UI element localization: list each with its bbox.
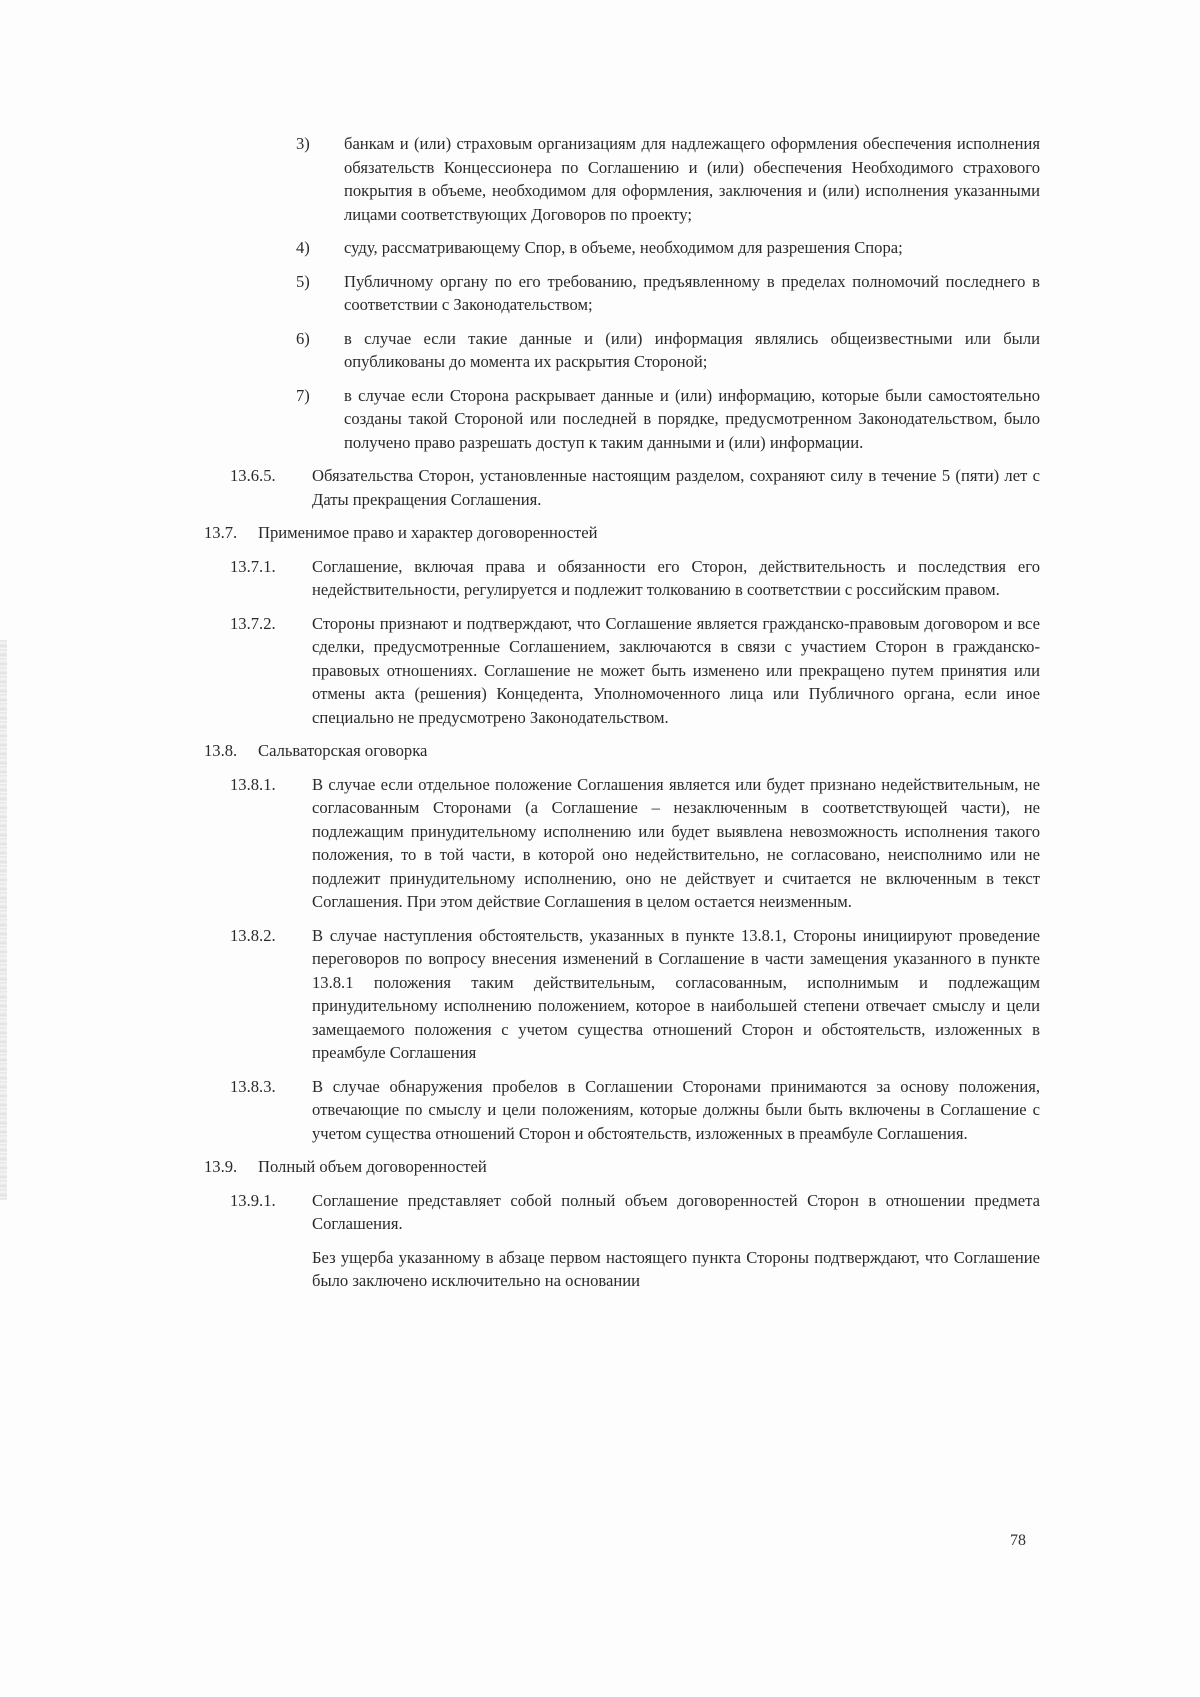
section-number: 13.8. — [204, 741, 238, 760]
list-item-text: банкам и (или) страховым организациям для надлежащего оформления обеспечения исполнения обязательств Концессионера по Соглашению и (или) обеспечения Необходимого страхового покрытия в объеме, необходимом для оформления, заключения и (или) исполнения указанными лицами соответствующих Договоров по проекту; — [344, 134, 1040, 224]
section-heading-13-9 — [204, 1155, 1040, 1179]
section-title: Применимое право и характер договоренностей — [258, 523, 598, 542]
scan-edge-artifact — [0, 640, 7, 1200]
clause-text: Соглашение представляет собой полный объем договоренностей Сторон в отношении предмета Соглашения. — [312, 1190, 1040, 1233]
clause-13-9-1 — [230, 1189, 1040, 1236]
section-number: 13.9. — [204, 1157, 238, 1176]
clause-13-7-2 — [230, 612, 1040, 730]
page-number: 78 — [1010, 1532, 1026, 1549]
list-item-number: 6) — [296, 328, 310, 348]
clause-13-8-1 — [230, 773, 1040, 914]
list-item-5 — [296, 270, 1040, 317]
clause-number: 13.7.2. — [230, 613, 276, 633]
list-item-text: суду, рассматривающему Спор, в объеме, необходимом для разрешения Спора; — [344, 238, 903, 257]
clause-number: 13.7.1. — [230, 556, 276, 576]
clause-text: Стороны признают и подтверждают, что Соглашение является гражданско-правовым договором и все сделки, предусмотренные Соглашением, заключаются в связи с участием Сторон в гражданско-правовых отношениях. Соглашение не может быть изменено или прекращено путем принятия или отмены акта (решения) Концедента, Уполномоченного лица или Публичного органа, если иное специально не предусмотрено Законодательством. — [312, 613, 1040, 727]
list-item-number: 4) — [296, 238, 310, 257]
list-item-text: в случае если такие данные и (или) информация являлись общеизвестными или были опубликованы до момента их раскрытия Стороной; — [344, 328, 1040, 371]
clause-number: 13.6.5. — [230, 466, 276, 485]
section-title: Полный объем договоренностей — [258, 1157, 487, 1176]
section-title: Сальваторская оговорка — [258, 741, 428, 760]
section-heading-13-7 — [204, 521, 1040, 545]
clause-text: В случае наступления обстоятельств, указанных в пункте 13.8.1, Стороны инициируют проведение переговоров по вопросу внесения изменений в Соглашение в части замещения указанного в пункте 13.8.1 положения таким действительным, согласованным, исполнимым и подлежащим принудительному исполнению положением, которое в наибольшей степени отвечает смыслу и цели замещаемого положения с учетом существа отношений Сторон и обстоятельств, изложенных в преамбуле Соглашения — [312, 925, 1040, 1062]
clause-number: 13.8.2. — [230, 925, 276, 945]
document-body — [200, 132, 1040, 1301]
clause-text: В случае обнаружения пробелов в Соглашении Сторонами принимаются за основу положения, отвечающие по смыслу и цели положениям, которые должны были быть включены в Соглашение с учетом существа отношений Сторон и обстоятельств, изложенных в преамбуле Соглашения. — [312, 1076, 1040, 1143]
clause-number: 13.8.3. — [230, 1076, 276, 1096]
clause-text: Обязательства Сторон, установленные настоящим разделом, сохраняют силу в течение 5 (пяти) лет с Даты прекращения Соглашения. — [312, 466, 1040, 509]
list-item-number: 5) — [296, 271, 310, 291]
section-heading-13-8 — [204, 739, 1040, 763]
list-item-6 — [296, 327, 1040, 374]
clause-number: 13.8.1. — [230, 774, 276, 794]
section-number: 13.7. — [204, 523, 238, 542]
clause-13-8-3 — [230, 1075, 1040, 1146]
clause-text: Соглашение, включая права и обязанности его Сторон, действительность и последствия его недействительности, регулируется и подлежит толкованию в соответствии с российским правом. — [312, 556, 1040, 599]
clause-13-8-2 — [230, 924, 1040, 1065]
clause-13-7-1 — [230, 555, 1040, 602]
clause-text: В случае если отдельное положение Соглашения является или будет признано недействительным, не согласованным Сторонами (а Соглашение – незаключенным в соответствующей части), не подлежащим принудительному исполнению или будет выявлена невозможность исполнения такого положения, то в той части, в которой оно недействительно, не согласовано, неисполнимо или не подлежит принудительному исполнению, оно не действует и считается не включенным в текст Соглашения. При этом действие Соглашения в целом остается неизменным. — [312, 774, 1040, 911]
list-item-number: 3) — [296, 134, 310, 153]
list-item-4 — [296, 236, 1040, 260]
list-item-3 — [296, 132, 1040, 226]
list-item-text: Публичному органу по его требованию, предъявленному в пределах полномочий последнего в соответствии с Законодательством; — [344, 271, 1040, 314]
clause-number: 13.9.1. — [230, 1190, 276, 1210]
list-item-number: 7) — [296, 385, 310, 405]
clause-13-6-5 — [230, 464, 1040, 511]
list-item-text: в случае если Сторона раскрывает данные и (или) информацию, которые были самостоятельно созданы такой Стороной или последней в порядке, предусмотренном Законодательством, было получено право разрешать доступ к таким данными и (или) информации. — [344, 385, 1040, 452]
list-item-7 — [296, 384, 1040, 455]
clause-13-9-1-paragraph-2: Без ущерба указанному в абзаце первом настоящего пункта Стороны подтверждают, что Соглашение было заключено исключительно на основании — [312, 1247, 1040, 1290]
